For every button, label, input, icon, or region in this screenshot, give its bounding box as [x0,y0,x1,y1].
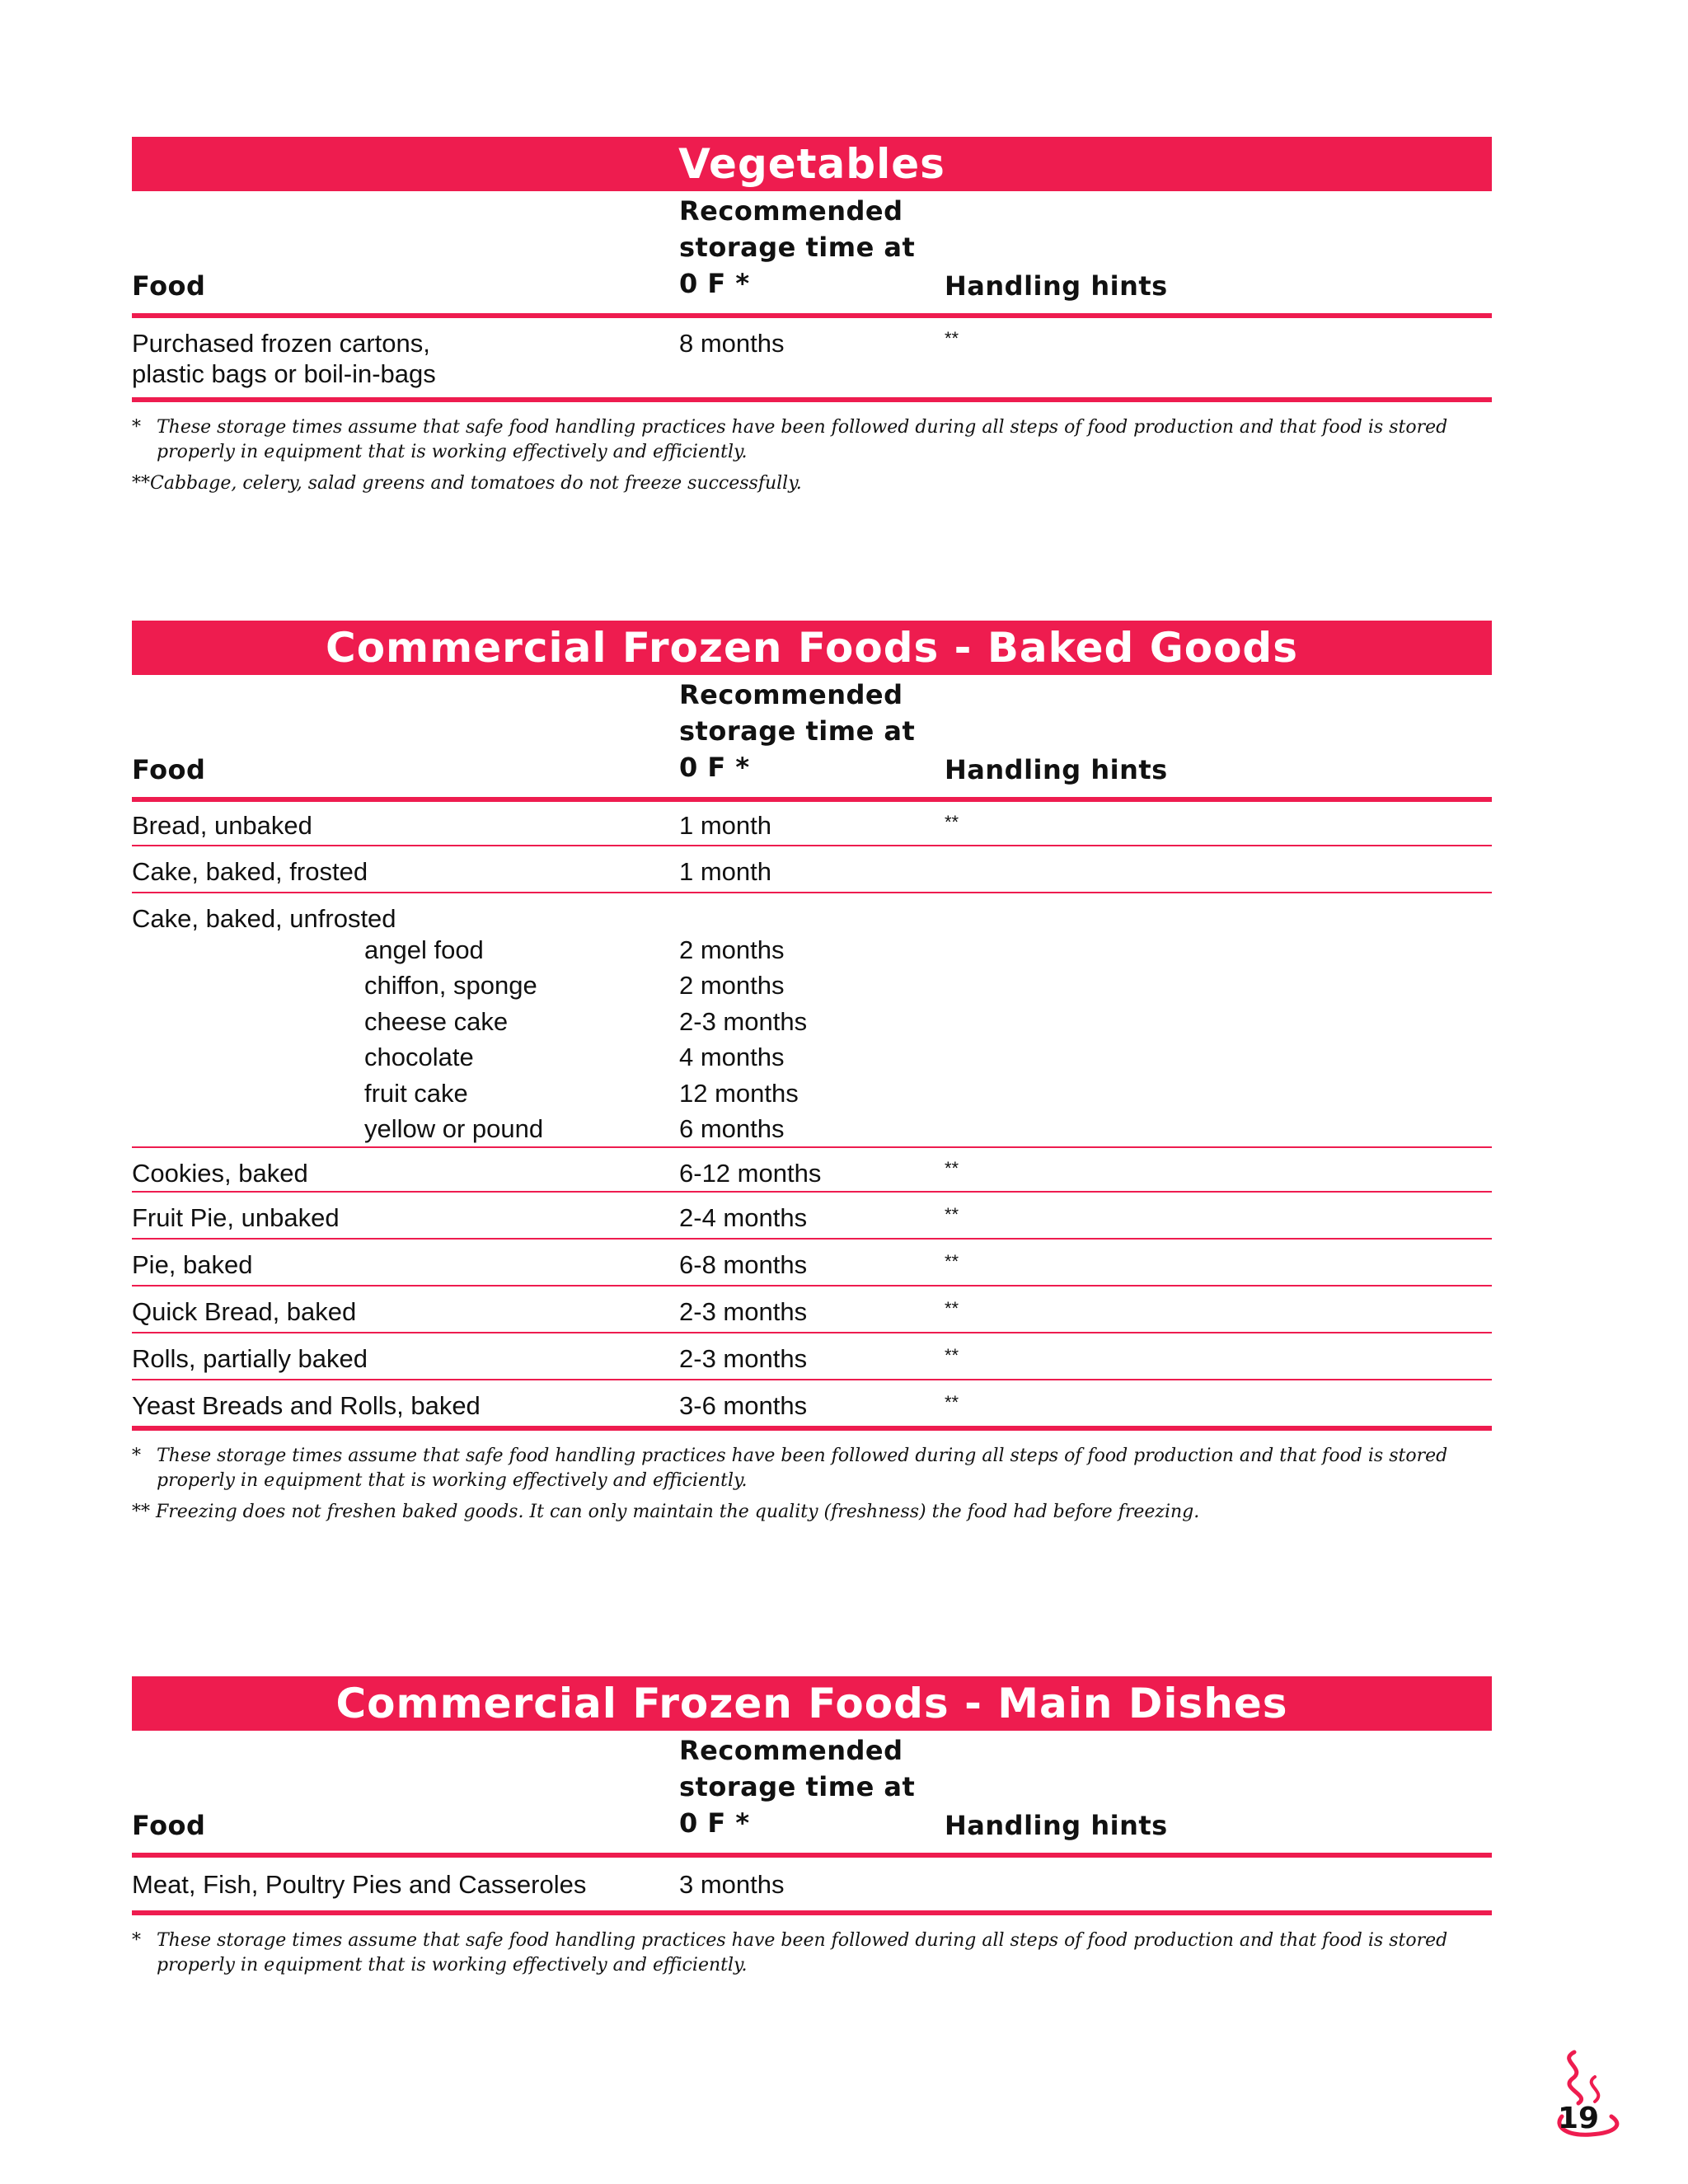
table-row [132,1380,1492,1426]
storage-cell: 1 month [679,857,772,886]
page-number: 19 [1558,2102,1600,2135]
storage-cell: 3-6 months [679,1391,808,1420]
column-header-storage [679,193,915,302]
storage-header-line: 0 F * [679,752,750,783]
food-cell: Yeast Breads and Rolls, baked [132,1391,481,1420]
column-header-food: Food [132,754,206,785]
food-cell: Rolls, partially baked [132,1344,368,1373]
sub-item-name: chocolate [364,1043,474,1071]
table-row [132,1333,1492,1379]
food-line: Purchased frozen cartons, [132,329,430,358]
food-cell: Cake, baked, frosted [132,857,368,886]
storage-header-line: Recommended [679,1735,903,1766]
divider [132,1426,1492,1431]
footnote [132,1929,1492,1978]
food-cell [132,328,436,389]
storage-cell: 2-3 months [679,1007,808,1036]
food-cell: Fruit Pie, unbaked [132,1203,340,1232]
divider [132,1910,1492,1915]
storage-cell: 2 months [679,971,785,1000]
storage-cell: 6-8 months [679,1250,808,1279]
column-header-hints: Handling hints [945,754,1168,785]
footnote-text: These storage times assume that safe food handling practices have been followed during all steps of food production and that food is stored properly in equipment that is working effectively and efficiently. [157,1930,1448,1975]
column-header-storage [679,1732,915,1841]
table-row [132,893,1492,1146]
sub-item-name: chiffon, sponge [364,971,537,1000]
table-row [132,318,1492,397]
page-number-badge [1550,2044,1632,2143]
storage-cell: 6-12 months [679,1159,822,1188]
table-row [132,1148,1492,1191]
storage-cell: 8 months [679,329,785,358]
storage-header-line: storage time at [679,1771,916,1802]
storage-cell: 2-3 months [679,1297,808,1326]
footnote-mark: * [132,1930,141,1951]
vegetables-section [132,137,1492,496]
hint-cell: ** [945,1392,959,1413]
food-line: plastic bags or boil-in-bags [132,359,436,388]
table-row [132,1286,1492,1332]
storage-header-line: Recommended [679,679,903,710]
divider [132,397,1492,402]
storage-header-line: storage time at [679,715,916,747]
table-header [132,191,1492,313]
food-cell: Meat, Fish, Poultry Pies and Casseroles [132,1870,587,1899]
table-row [132,1240,1492,1285]
storage-header-line: 0 F * [679,268,750,299]
storage-header-line: storage time at [679,232,916,263]
storage-header-line: Recommended [679,195,903,227]
storage-header-line: 0 F * [679,1807,750,1839]
footnote: **Cabbage, celery, salad greens and tomatoes do not freeze successfully. [132,473,802,494]
baked-goods-section [132,621,1492,1525]
food-cell: Cookies, baked [132,1159,308,1188]
storage-cell: 4 months [679,1043,785,1071]
sub-item-name: angel food [364,935,484,964]
food-cell: Cake, baked, unfrosted [132,904,396,933]
storage-cell: 12 months [679,1079,799,1108]
main-dishes-section [132,1676,1492,1978]
food-cell: Pie, baked [132,1250,253,1279]
footnote-mark: * [132,1446,141,1466]
hint-cell: ** [945,1298,959,1319]
storage-cell: 6 months [679,1114,785,1143]
table-row [132,1858,1492,1910]
food-cell: Bread, unbaked [132,811,312,840]
table-header [132,1731,1492,1853]
column-header-hints: Handling hints [945,270,1168,302]
column-header-storage [679,677,915,785]
storage-cell: 2-4 months [679,1203,808,1232]
table-row [132,1193,1492,1238]
section-title: Commercial Frozen Foods - Baked Goods [132,621,1492,675]
footnote-mark: * [132,417,141,438]
footnote [132,1444,1492,1493]
table-header [132,675,1492,797]
footnote [132,415,1492,465]
hint-cell: ** [945,812,959,832]
footnote: ** Freezing does not freshen baked goods. It can only maintain the quality (freshness) the food had before freezing. [132,1502,1200,1522]
sub-item-name: yellow or pound [364,1114,544,1143]
footnote-text: These storage times assume that safe food handling practices have been followed during all steps of food production and that food is stored properly in equipment that is working effectively and efficiently. [157,1446,1448,1491]
hint-cell: ** [945,1251,959,1272]
column-header-food: Food [132,1810,206,1841]
sub-item-name: cheese cake [364,1007,509,1036]
hint-cell: ** [945,328,959,349]
table-row [132,802,1492,845]
section-title: Commercial Frozen Foods - Main Dishes [132,1676,1492,1731]
column-header-food: Food [132,270,206,302]
sub-item-name: fruit cake [364,1079,468,1108]
table-row [132,846,1492,892]
storage-cell: 3 months [679,1870,785,1899]
section-title: Vegetables [132,137,1492,191]
food-cell: Quick Bread, baked [132,1297,357,1326]
hint-cell: ** [945,1204,959,1225]
column-header-hints: Handling hints [945,1810,1168,1841]
storage-cell: 2 months [679,935,785,964]
footnote-text: These storage times assume that safe food handling practices have been followed during all steps of food production and that food is stored properly in equipment that is working effectively and efficiently. [157,417,1448,462]
hint-cell: ** [945,1158,959,1179]
storage-cell: 2-3 months [679,1344,808,1373]
storage-cell: 1 month [679,811,772,840]
hint-cell: ** [945,1345,959,1366]
